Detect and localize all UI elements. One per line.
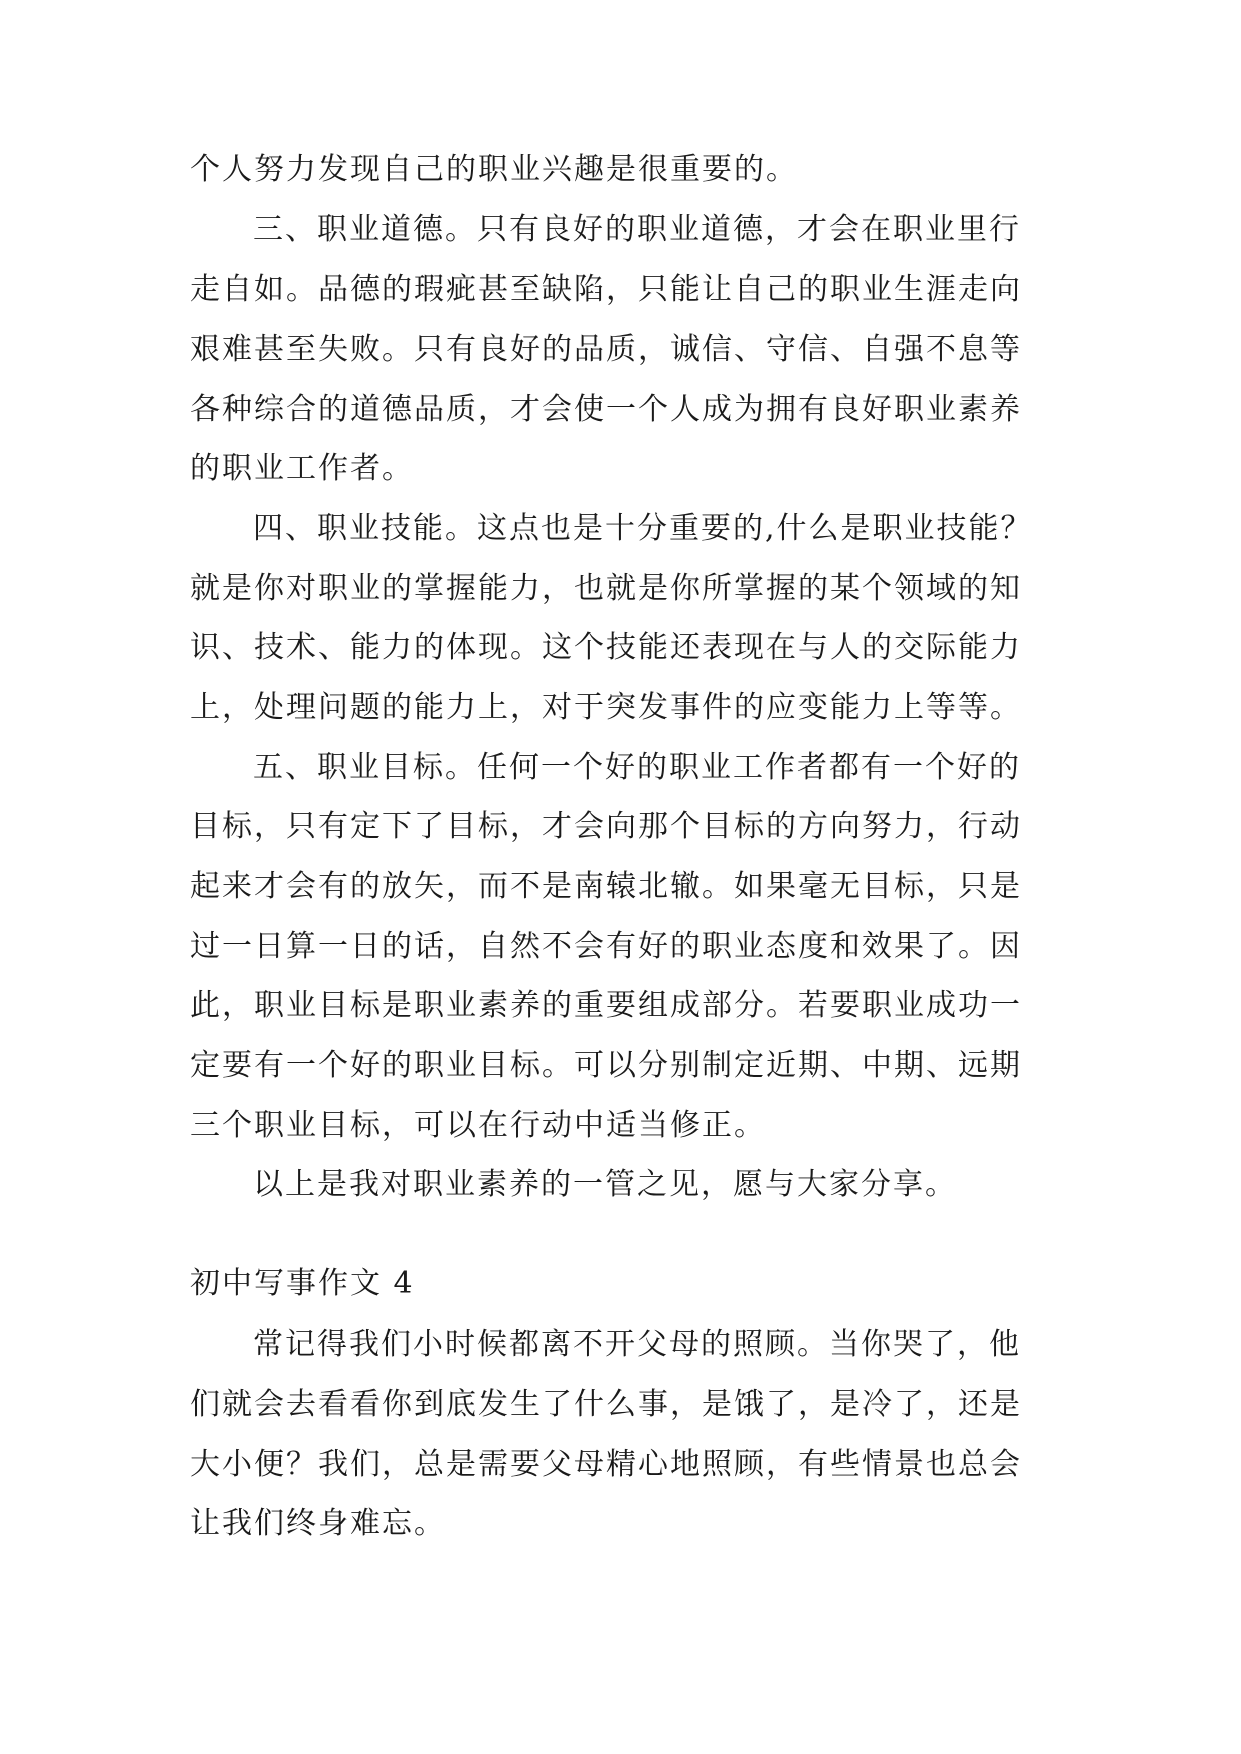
paragraph-line: 上，处理问题的能力上，对于突发事件的应变能力上等等。 bbox=[190, 690, 1022, 725]
paragraph-line: 个人努力发现自己的职业兴趣是很重要的。 bbox=[190, 152, 798, 187]
paragraph-line: 的职业工作者。 bbox=[190, 451, 414, 486]
paragraph-line: 以上是我对职业素养的一管之见，愿与大家分享。 bbox=[253, 1167, 957, 1202]
paragraph-line: 三个职业目标，可以在行动中适当修正。 bbox=[190, 1108, 766, 1143]
paragraph-line: 五、职业目标。任何一个好的职业工作者都有一个好的 bbox=[253, 750, 1021, 785]
paragraph-line: 起来才会有的放矢，而不是南辕北辙。如果毫无目标，只是 bbox=[190, 869, 1022, 904]
paragraph-line: 过一日算一日的话，自然不会有好的职业态度和效果了。因 bbox=[190, 929, 1022, 964]
section-heading: 初中写事作文 4 bbox=[190, 1266, 415, 1301]
paragraph-line: 走自如。品德的瑕疵甚至缺陷，只能让自己的职业生涯走向 bbox=[190, 272, 1022, 307]
paragraph-line: 艰难甚至失败。只有良好的品质，诚信、守信、自强不息等 bbox=[190, 332, 1022, 367]
paragraph-line: 常记得我们小时候都离不开父母的照顾。当你哭了，他 bbox=[253, 1327, 1021, 1362]
paragraph-line: 们就会去看看你到底发生了什么事，是饿了，是冷了，还是 bbox=[190, 1387, 1022, 1422]
paragraph-line: 大小便？我们，总是需要父母精心地照顾，有些情景也总会 bbox=[190, 1447, 1022, 1482]
paragraph-line: 目标，只有定下了目标，才会向那个目标的方向努力，行动 bbox=[190, 809, 1022, 844]
paragraph-line: 此，职业目标是职业素养的重要组成部分。若要职业成功一 bbox=[190, 988, 1022, 1023]
paragraph-line: 各种综合的道德品质，才会使一个人成为拥有良好职业素养 bbox=[190, 392, 1022, 427]
paragraph-line: 定要有一个好的职业目标。可以分别制定近期、中期、远期 bbox=[190, 1048, 1022, 1083]
paragraph-line: 让我们终身难忘。 bbox=[190, 1506, 446, 1541]
paragraph-line: 识、技术、能力的体现。这个技能还表现在与人的交际能力 bbox=[190, 630, 1022, 665]
paragraph-line: 就是你对职业的掌握能力，也就是你所掌握的某个领域的知 bbox=[190, 571, 1022, 606]
paragraph-line: 三、职业道德。只有良好的职业道德，才会在职业里行 bbox=[253, 212, 1021, 247]
paragraph-line: 四、职业技能。这点也是十分重要的,什么是职业技能？ bbox=[253, 511, 1033, 546]
